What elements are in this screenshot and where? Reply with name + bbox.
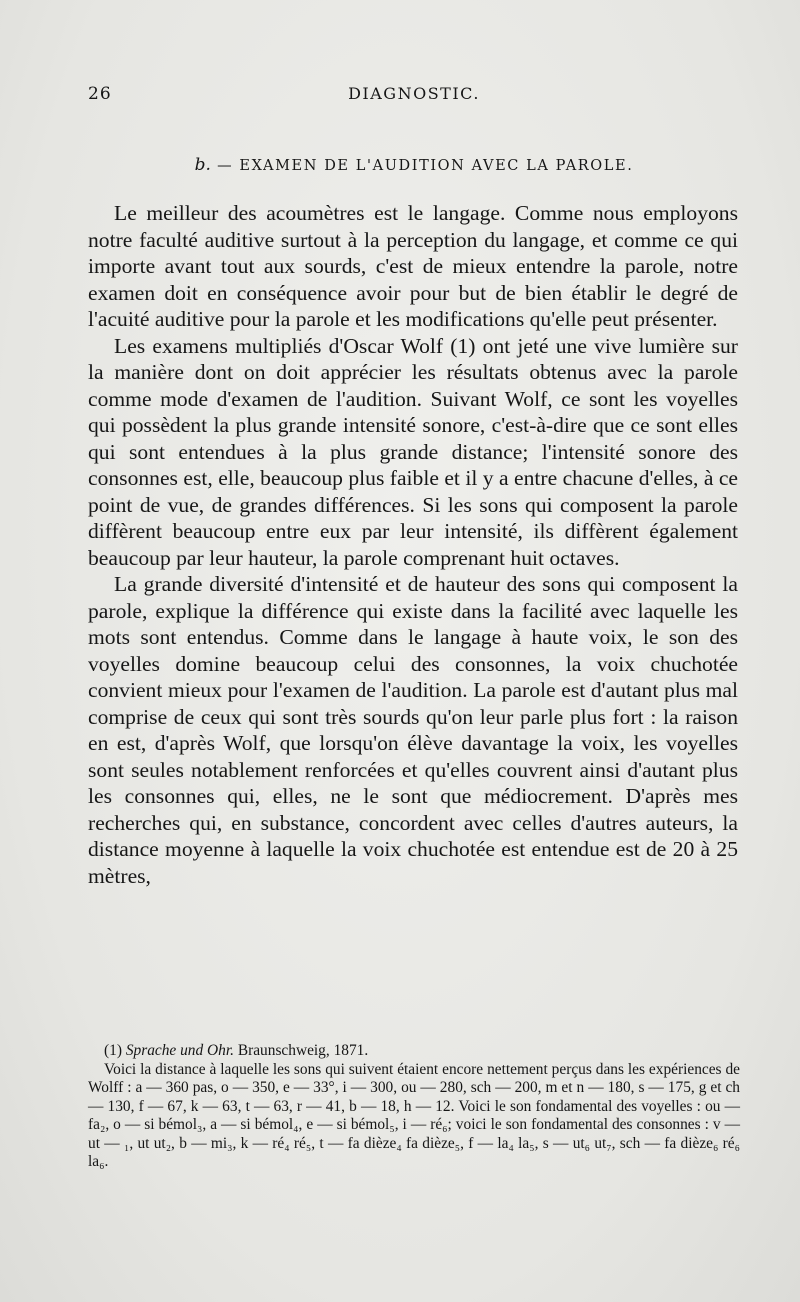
footnote-2: Voici la distance à laquelle les sons qui suivent étaient encore nettement perçus dans les expériences de Wolff : a — 360 pas, o — 350, e — 33°, i — 300, ou — 280, sch — 200, m et n — 180, s — 175, g et ch — 130, f — 67, k — 63, t — 63, r — 41, b — 18, h — 12. Voici le son fondamental des voyelles : ou — fa₂, o — si bémol₃, a — si bémol₄, e — si bémol₅, i — ré₆; voici le son fondamental des consonnes : v — ut — ₁, ut ut₂, b — mi₃, k — ré₄ ré₅, t — fa dièze₄ fa dièze₅, f — la₄ la₅, s — ut₆ ut₇, sch — fa dièze₆ ré₆ la₆. (88, 1060, 740, 1170)
running-title: DIAGNOSTIC. (348, 84, 480, 103)
page-header (88, 84, 740, 108)
footnote-publisher: Braunschweig, 1871. (237, 1042, 369, 1059)
footnote-1 (88, 1042, 740, 1061)
page-number: 26 (88, 84, 112, 104)
footnotes (88, 1042, 740, 1172)
section-letter: b. (194, 155, 211, 175)
section-heading (88, 155, 740, 175)
paragraph: Les examens multipliés d'Oscar Wolf (1) ont jeté une vive lumière sur la manière dont on doit apprécier les résultats obtenus avec la parole comme mode d'examen de l'audition. Suivant Wolf, ce sont les voyelles qui possèdent la plus grande intensité sonore, c'est-à-dire que ce sont elles qui sont entendues à la plus grande distance; l'intensité sonore des consonnes est, elle, beaucoup plus faible et il y a entre chacune d'elles, à ce point de vue, de grandes différences. Si les sons qui composent la parole diffèrent beaucoup entre eux par leur intensité, ils diffèrent également beaucoup par leur hauteur, la parole comprenant huit octaves. (88, 333, 738, 570)
footnote-book-title: Sprache und Ohr. (125, 1042, 234, 1059)
paragraph: Le meilleur des acoumètres est le langage. Comme nous employons notre faculté auditive surtout à la perception du langage, et comme ce qui importe avant tout aux sourds, c'est de mieux entendre la parole, notre examen doit en conséquence avoir pour but de bien établir le degré de l'acuité auditive pour la parole et les modifications qu'elle peut présenter. (88, 201, 738, 331)
section-title: — EXAMEN DE L'AUDITION AVEC LA PAROLE. (217, 158, 634, 174)
paragraph: La grande diversité d'intensité et de hauteur des sons qui composent la parole, explique la différence qui existe dans la facilité avec laquelle les mots sont entendus. Comme dans le langage à haute voix, le son des voyelles domine beaucoup celui des consonnes, la voix chuchotée convient mieux pour l'examen de l'audition. La parole est d'autant plus mal comprise de ceux qui sont très sourds qu'on leur parle plus fort : la raison en est, d'après Wolf, que lorsqu'on élève davantage la voix, les voyelles sont seules notablement renforcées et qu'elles couvrent ainsi d'autant plus les consonnes qui, elles, ne le sont que médiocrement. D'après mes recherches qui, en substance, concordent avec celles d'autres auteurs, la distance moyenne à laquelle la voix chuchotée est entendue est de 20 à 25 mètres, (88, 572, 738, 888)
footnote-marker: (1) (104, 1042, 122, 1059)
body-text (88, 200, 738, 889)
